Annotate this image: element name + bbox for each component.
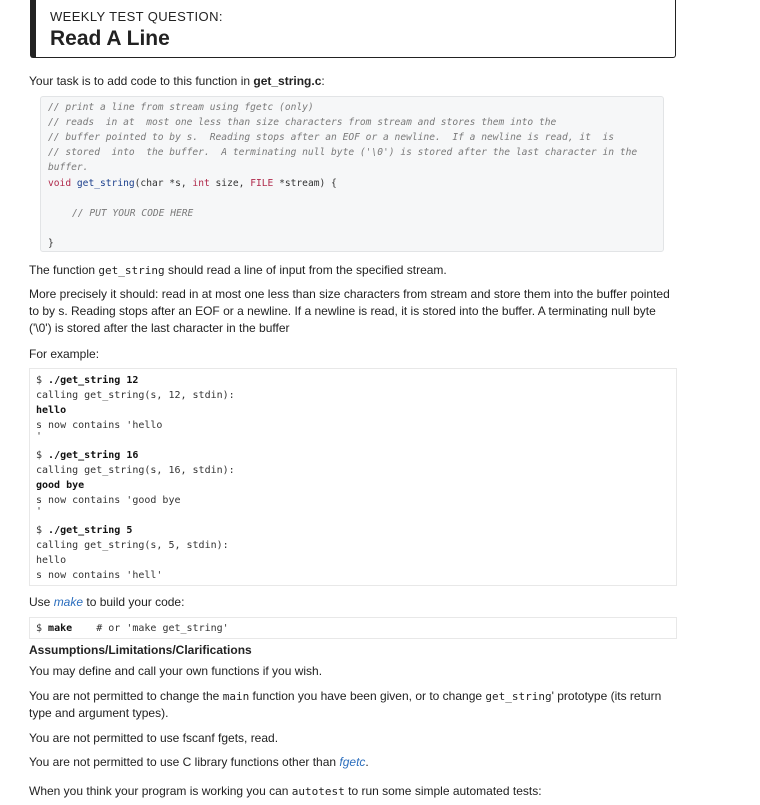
example-input: good bye bbox=[36, 480, 85, 491]
example-call: calling get_string(s, 5, stdin): bbox=[36, 540, 229, 551]
code-closing-brace: } bbox=[48, 238, 54, 249]
code-placeholder-comment: // PUT YOUR CODE HERE bbox=[72, 208, 194, 219]
example-result: s now contains 'hello bbox=[36, 420, 163, 431]
function-signature: void get_string(char *s, int size, FILE *stream) { bbox=[48, 178, 337, 189]
code-comment-line: // reads in at most one less than size characters from stream and stores them into the bbox=[48, 117, 557, 128]
example-command: $ ./get_string 16 bbox=[36, 450, 139, 461]
make-command: $ make # or 'make get_string' bbox=[36, 623, 229, 634]
intro-text: Your task is to add code to this function in get_string.c: bbox=[29, 74, 325, 88]
description-short: The function get_string should read a line of input from the specified stream. bbox=[29, 263, 447, 277]
code-comment-line: // print a line from stream using fgetc (only) bbox=[48, 102, 314, 113]
question-header bbox=[30, 0, 676, 58]
file-name: get_string.c bbox=[253, 74, 322, 88]
example-command: $ ./get_string 5 bbox=[36, 525, 133, 536]
code-block bbox=[40, 96, 664, 252]
example-input: hello bbox=[36, 405, 67, 416]
assumptions-heading: Assumptions/Limitations/Clarifications bbox=[29, 643, 252, 657]
example-call: calling get_string(s, 12, stdin): bbox=[36, 390, 235, 401]
example-result: s now contains 'hell' bbox=[36, 570, 163, 581]
make-link[interactable]: make bbox=[53, 595, 84, 609]
example-call: calling get_string(s, 16, stdin): bbox=[36, 465, 235, 476]
rule-no-main-change: You are not permitted to change the main function you have been given, or to change get_string' prototype (its return type and argument types). bbox=[29, 689, 662, 720]
code-comment-line: // buffer pointed to by s. Reading stops after an EOF or a newline. If a newline is read, it is bbox=[48, 132, 615, 143]
example-result: s now contains 'good bye bbox=[36, 495, 181, 506]
fgetc-link[interactable]: fgetc bbox=[339, 755, 366, 769]
rule-only-fgetc: You are not permitted to use C library functions other than fgetc. bbox=[29, 755, 369, 769]
rule-own-functions: You may define and call your own functions if you wish. bbox=[29, 664, 323, 678]
example-command: $ ./get_string 12 bbox=[36, 375, 139, 386]
for-example-label: For example: bbox=[29, 347, 100, 361]
autotest-text: When you think your program is working you can autotest to run some simple automated tests: bbox=[29, 784, 542, 798]
autotest-command: autotest bbox=[291, 785, 345, 798]
header-kicker: WEEKLY TEST QUESTION: bbox=[50, 9, 223, 24]
code-comment-line: buffer. bbox=[48, 162, 89, 173]
example-result-cont: ' bbox=[36, 506, 43, 517]
page-title: Read A Line bbox=[50, 27, 170, 50]
example-output-block bbox=[29, 368, 677, 586]
rule-no-fscanf: You are not permitted to use fscanf fgets, read. bbox=[29, 731, 279, 745]
example-result-cont: ' bbox=[36, 431, 43, 442]
code-comment-line: // stored into the buffer. A terminating null byte ('\0') is stored after the last character in the bbox=[48, 147, 638, 158]
example-input: hello bbox=[36, 555, 67, 566]
make-command-block bbox=[29, 617, 677, 639]
use-make-text: Use make to build your code: bbox=[29, 595, 185, 609]
description-long: More precisely it should: read in at most one less than size characters from stream and store them into the buffer pointed to by s. Reading stops after an EOF or a newline. If a newline is read, it is stored into the buffer. A terminating null byte ('\0') is stored after the last character in the buffer bbox=[29, 287, 670, 335]
